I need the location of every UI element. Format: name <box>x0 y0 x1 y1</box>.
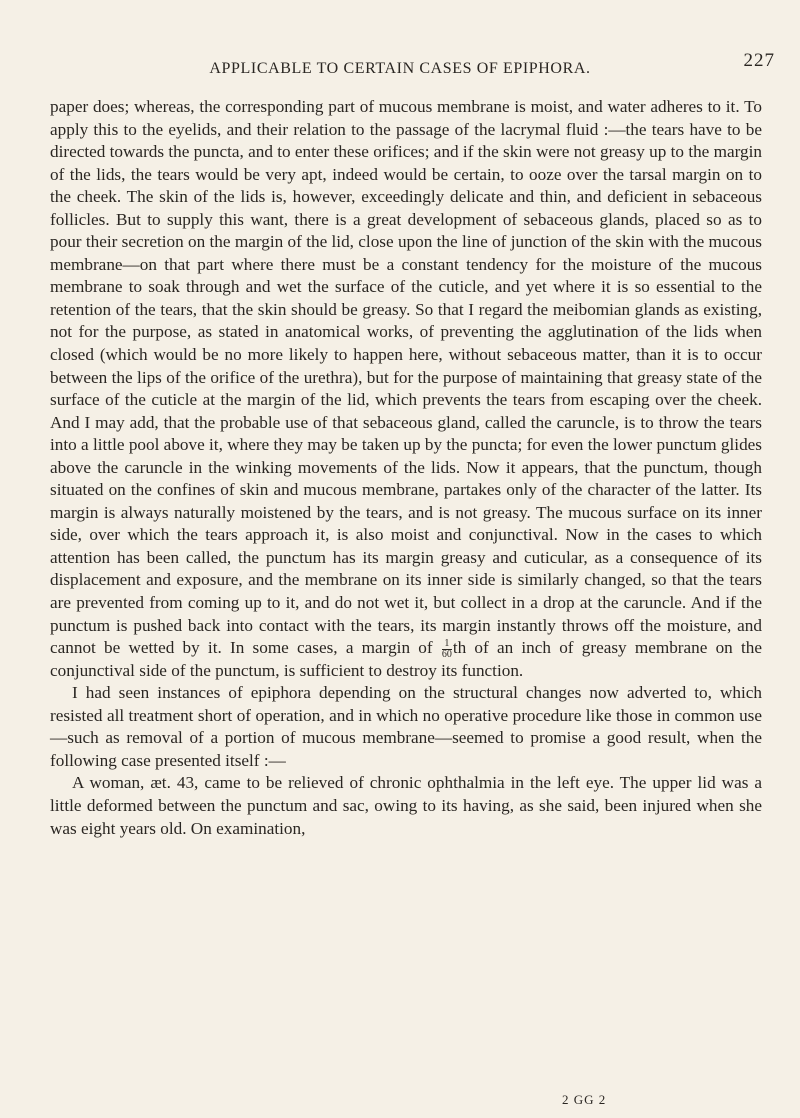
fraction-numerator: 1 <box>442 639 452 650</box>
fraction-one-sixtieth <box>442 639 452 660</box>
page-number: 227 <box>743 50 775 71</box>
paragraph-1-text: paper does; whereas, the corresponding part of mucous membrane is moist, and water adheres to it. To apply this to the eyelids, and their relation to the passage of the lacrymal fluid :—the tears have to be directed towards the puncta, and to enter these orifices; and if the skin were not greasy up to the margin of the lids, the tears would be very apt, indeed would be certain, to ooze over the tarsal margin on to the cheek. The skin of the lids is, however, exceedingly delicate and thin, and deficient in sebaceous follicles. But to supply this want, there is a great development of sebaceous glands, placed so as to pour their secretion on the margin of the lid, close upon the line of junction of the skin with the mucous membrane—on that part where there must be a constant tendency for the moisture of the mucous membrane to soak through and wet the surface of the cuticle, and yet where it is so essential to the retention of the tears, that the skin should be greasy. So that I regard the meibomian glands as existing, not for the purpose, as stated in anatomical works, of preventing the agglutination of the lids when closed (which would be no more likely to happen here, without sebaceous matter, than it is to occur between the lips of the orifice of the urethra), but for the purpose of maintaining that greasy state of the surface of the cuticle at the margin of the lid, which prevents the tears from escaping over the cheek. And I may add, that the probable use of that sebaceous gland, called the caruncle, is to throw the tears into a little pool above it, where they may be taken up by the puncta; for even the lower punctum glides above the caruncle in the winking movements of the lids. Now it appears, that the punctum, though situated on the confines of skin and mucous membrane, partakes only of the character of the latter. Its margin is always naturally moistened by the tears, and is not greasy. The mucous surface on its inner side, over which the tears approach it, is also moist and conjunctival. Now in the cases to which attention has been called, the punctum has its margin greasy and cuticular, as a consequence of its displacement and exposure, and the membrane on its inner side is similarly changed, so that the tears are prevented from coming up to it, and do not wet it, but collect in a drop at the caruncle. And if the punctum is pushed back into contact with the tears, its margin instantly throws off the moisture, and cannot be wetted by it. In some cases, a margin of <box>50 97 762 658</box>
running-header <box>0 50 800 84</box>
fraction-denominator: 60 <box>441 648 452 660</box>
body-text <box>50 96 762 840</box>
paragraph-2: I had seen instances of epiphora depending on the structural changes now adverted to, which resisted all treatment short of operation, and in which no operative procedure like those in common use—such as removal of a portion of mucous membrane—seemed to promise a good result, when the following case presented itself :— <box>50 683 762 770</box>
running-title: APPLICABLE TO CERTAIN CASES OF EPIPHORA. <box>209 60 591 77</box>
signature-mark: 2 GG 2 <box>562 1092 607 1107</box>
paragraph-1 <box>50 96 762 682</box>
paragraph-1-continuation: th of an inch of greasy membrane on the conjunctival side of the punctum, is sufficient to destroy its function. <box>50 638 762 680</box>
paragraph-3: A woman, æt. 43, came to be relieved of chronic ophthalmia in the left eye. The upper lid was a little deformed between the punctum and sac, owing to its having, as she said, been injured when she was eight years old. On examination, <box>50 773 762 838</box>
